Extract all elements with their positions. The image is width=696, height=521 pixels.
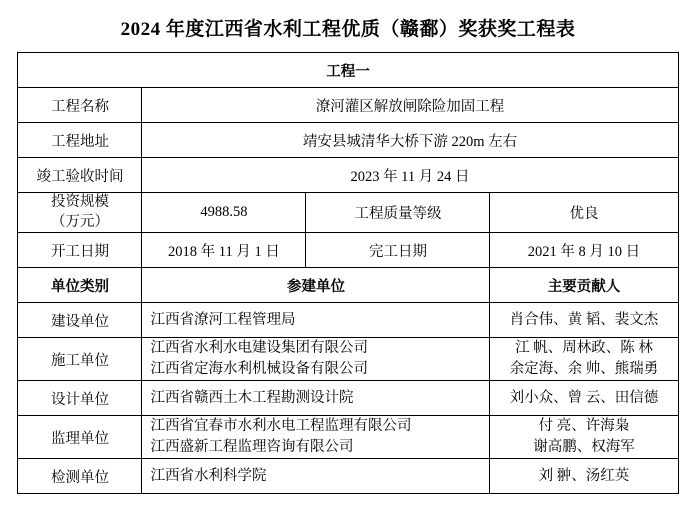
unit-contributors bbox=[490, 459, 678, 494]
contributor-line: 刘小众、曾 云、田信德 bbox=[509, 389, 659, 406]
table-row bbox=[18, 88, 678, 123]
project-address-value: 靖安县城清华大桥下游 220m 左右 bbox=[142, 123, 678, 158]
unit-names bbox=[142, 459, 490, 494]
unit-name: 江西省宜春市水利水电工程监理有限公司 bbox=[150, 418, 412, 435]
page-title: 2024 年度江西省水利工程优质（赣鄱）奖获奖工程表 bbox=[120, 19, 576, 40]
participating-unit-header: 参建单位 bbox=[142, 268, 490, 303]
contributor-line: 肖合伟、黄 韬、裴文杰 bbox=[509, 311, 659, 328]
contributor-line: 刘 翀、汤红英 bbox=[538, 467, 630, 484]
unit-contributors bbox=[490, 416, 678, 459]
investment-label-line2: （万元） bbox=[50, 213, 109, 230]
table-row bbox=[18, 53, 678, 88]
start-date-label: 开工日期 bbox=[18, 233, 142, 268]
quality-grade-value: 优良 bbox=[490, 193, 678, 233]
investment-label bbox=[18, 193, 142, 233]
units-category-header: 单位类别 bbox=[18, 268, 142, 303]
quality-grade-label: 工程质量等级 bbox=[306, 193, 490, 233]
investment-label-line1: 投资规模 bbox=[50, 194, 109, 210]
main-contributor-header: 主要贡献人 bbox=[490, 268, 678, 303]
unit-name: 江西省定海水利机械设备有限公司 bbox=[150, 361, 368, 378]
section-header: 工程一 bbox=[18, 53, 678, 88]
unit-contributors bbox=[490, 338, 678, 381]
unit-category-supervisor: 监理单位 bbox=[18, 416, 142, 459]
unit-contributors bbox=[490, 381, 678, 416]
table-row bbox=[18, 193, 678, 233]
table-row bbox=[18, 416, 678, 459]
start-date-value: 2018 年 11 月 1 日 bbox=[142, 233, 306, 268]
table-row bbox=[18, 381, 678, 416]
unit-category-designer: 设计单位 bbox=[18, 381, 142, 416]
unit-name: 江西盛新工程监理咨询有限公司 bbox=[150, 439, 354, 456]
completion-acceptance-value: 2023 年 11 月 24 日 bbox=[142, 158, 678, 193]
unit-names bbox=[142, 303, 490, 338]
table-row bbox=[18, 303, 678, 338]
table-row bbox=[18, 268, 678, 303]
investment-value: 4988.58 bbox=[142, 193, 306, 233]
unit-names bbox=[142, 338, 490, 381]
project-name-value: 潦河灌区解放闸除险加固工程 bbox=[142, 88, 678, 123]
unit-contributors bbox=[490, 303, 678, 338]
finish-date-label: 完工日期 bbox=[306, 233, 490, 268]
contributor-line: 余定海、余 帅、熊瑞勇 bbox=[509, 361, 659, 378]
finish-date-value: 2021 年 8 月 10 日 bbox=[490, 233, 678, 268]
table-row bbox=[18, 123, 678, 158]
contributor-line: 付 亮、许海枭 bbox=[538, 418, 630, 435]
table-row bbox=[18, 233, 678, 268]
award-project-table bbox=[17, 52, 678, 494]
table-row bbox=[18, 158, 678, 193]
unit-category-contractor: 施工单位 bbox=[18, 338, 142, 381]
unit-name: 江西省水利水电建设集团有限公司 bbox=[150, 340, 368, 357]
project-address-label: 工程地址 bbox=[18, 123, 142, 158]
contributor-line: 江 帆、周林政、陈 林 bbox=[515, 340, 653, 357]
unit-name: 江西省潦河工程管理局 bbox=[150, 311, 296, 328]
unit-name: 江西省赣西土木工程勘测设计院 bbox=[150, 389, 354, 406]
contributor-line: 谢高鹏、权海军 bbox=[533, 439, 635, 456]
unit-names bbox=[142, 381, 490, 416]
unit-names bbox=[142, 416, 490, 459]
project-name-label: 工程名称 bbox=[18, 88, 142, 123]
table-row bbox=[18, 459, 678, 494]
table-row bbox=[18, 338, 678, 381]
unit-category-inspection: 检测单位 bbox=[18, 459, 142, 494]
unit-name: 江西省水利科学院 bbox=[150, 467, 267, 484]
completion-acceptance-label: 竣工验收时间 bbox=[18, 158, 142, 193]
unit-category-construction-owner: 建设单位 bbox=[18, 303, 142, 338]
